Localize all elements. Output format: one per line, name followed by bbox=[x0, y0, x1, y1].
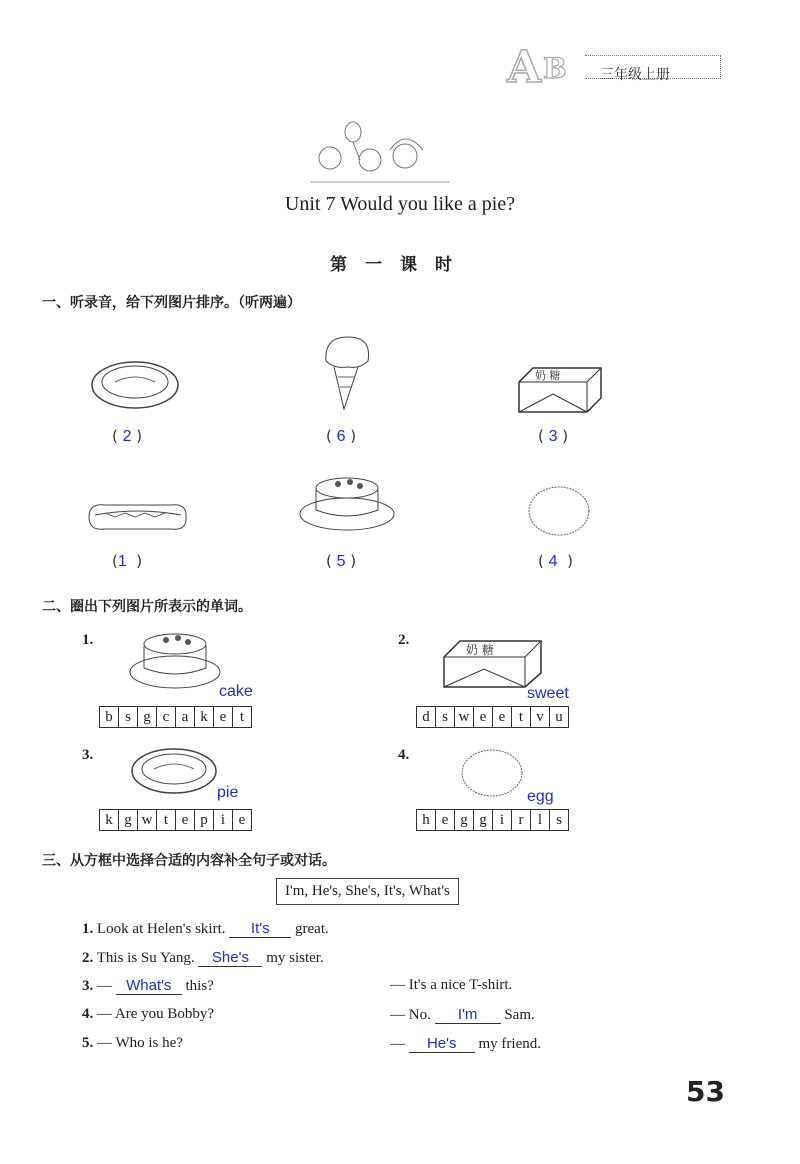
svg-text:A: A bbox=[507, 42, 542, 90]
reply-text: — No. bbox=[390, 1007, 431, 1023]
sentence-5 bbox=[82, 1035, 183, 1052]
circled-word: pie bbox=[217, 784, 239, 801]
egg-icon bbox=[460, 748, 524, 798]
sentence-4 bbox=[82, 1006, 214, 1023]
sentence-3 bbox=[82, 977, 214, 995]
letter-grid bbox=[99, 809, 252, 831]
item-number: 4. bbox=[82, 1006, 94, 1022]
letter-cell: w bbox=[455, 707, 474, 727]
letter-cell: k bbox=[100, 810, 119, 830]
answer-paren: (1 ) bbox=[112, 552, 143, 570]
answer-paren: ( 4 ) bbox=[538, 552, 573, 570]
answer-blank: It's bbox=[229, 920, 291, 938]
reply-5 bbox=[390, 1035, 541, 1053]
sentence-text: This is Su Yang. bbox=[96, 950, 195, 966]
letter-cell: i bbox=[493, 810, 512, 830]
svg-text:B: B bbox=[543, 52, 567, 85]
sentence-text: great. bbox=[295, 921, 329, 937]
hot-dog-icon bbox=[85, 497, 190, 537]
letter-cell: s bbox=[556, 812, 562, 828]
letter-cell: l bbox=[531, 810, 550, 830]
reply-text: Sam. bbox=[504, 1007, 535, 1023]
letter-cell: g bbox=[138, 707, 157, 727]
sentence-text: — Are you Bobby? bbox=[97, 1006, 215, 1022]
item-number: 2. bbox=[82, 950, 94, 966]
answer-paren: ( 5 ) bbox=[326, 552, 357, 570]
ice-cream-icon bbox=[320, 333, 375, 413]
answer-blank: She's bbox=[198, 949, 262, 967]
item-number: 1. bbox=[82, 921, 94, 937]
letter-cell: g bbox=[455, 810, 474, 830]
sentence-text: this? bbox=[185, 978, 214, 994]
pie-icon bbox=[130, 745, 218, 797]
item-number: 2. bbox=[398, 632, 410, 648]
order-answer: 3 bbox=[548, 428, 558, 445]
letter-cell: p bbox=[195, 810, 214, 830]
letter-cell: h bbox=[417, 810, 436, 830]
order-answer: 4 bbox=[548, 553, 558, 570]
letter-cell: g bbox=[119, 810, 138, 830]
answer-paren: ( 2 ) bbox=[112, 427, 143, 445]
letter-cell: e bbox=[474, 707, 493, 727]
letter-cell: t bbox=[157, 810, 176, 830]
answer-paren: ( 3 ) bbox=[538, 427, 569, 445]
word-options-box: I'm, He's, She's, It's, What's bbox=[276, 878, 459, 905]
letter-cell: e bbox=[238, 812, 246, 828]
letter-grid bbox=[416, 809, 569, 831]
reply-3: — It's a nice T-shirt. bbox=[390, 977, 513, 993]
grade-label: 三年级上册 bbox=[600, 67, 670, 83]
letter-cell: a bbox=[176, 707, 195, 727]
item-number: 1. bbox=[82, 632, 94, 648]
sweets-box-icon bbox=[440, 633, 545, 690]
letter-cell: w bbox=[138, 810, 157, 830]
letter-grid bbox=[99, 706, 252, 728]
unit-title: Unit 7 Would you like a pie? bbox=[284, 193, 516, 215]
sentence-2 bbox=[82, 949, 324, 967]
reply-text: my friend. bbox=[478, 1036, 541, 1052]
letter-cell: e bbox=[493, 707, 512, 727]
cake-icon bbox=[298, 470, 396, 532]
letter-cell: t bbox=[239, 709, 245, 725]
letter-cell: e bbox=[176, 810, 195, 830]
letter-cell: e bbox=[214, 707, 233, 727]
letter-cell: b bbox=[100, 707, 119, 727]
letter-cell: c bbox=[157, 707, 176, 727]
svg-text:奶 糖: 奶 糖 bbox=[535, 369, 561, 382]
reply-text: — bbox=[390, 1036, 405, 1052]
reply-4 bbox=[390, 1006, 535, 1024]
sweets-box-icon bbox=[515, 360, 605, 415]
order-answer: 1 bbox=[117, 553, 127, 570]
letter-cell: s bbox=[436, 707, 455, 727]
letter-cell: e bbox=[436, 810, 455, 830]
sentence-text: Look at Helen's skirt. bbox=[97, 921, 226, 937]
letter-cell: g bbox=[474, 810, 493, 830]
sentence-text: my sister. bbox=[266, 950, 324, 966]
circled-word: cake bbox=[219, 683, 253, 700]
lesson-title: 第一课时 bbox=[330, 255, 470, 275]
section3-heading: 三、从方框中选择合适的内容补全句子或对话。 bbox=[42, 853, 336, 869]
answer-blank: He's bbox=[409, 1035, 475, 1053]
children-balloon-icon bbox=[305, 120, 455, 190]
item-number: 5. bbox=[82, 1035, 94, 1051]
answer-blank: What's bbox=[116, 977, 182, 995]
pie-icon bbox=[90, 357, 180, 412]
item-number: 3. bbox=[82, 747, 94, 763]
letter-cell: d bbox=[417, 707, 436, 727]
order-answer: 6 bbox=[336, 428, 346, 445]
circled-word: egg bbox=[527, 788, 554, 805]
svg-text:奶 糖: 奶 糖 bbox=[466, 643, 494, 657]
egg-icon bbox=[527, 485, 592, 537]
letter-cell: k bbox=[195, 707, 214, 727]
section1-heading: 一、听录音，给下列图片排序。（听两遍） bbox=[42, 295, 301, 311]
order-answer: 2 bbox=[122, 428, 132, 445]
letter-cell: r bbox=[512, 810, 531, 830]
page-number: 53 bbox=[686, 1075, 725, 1108]
answer-paren: ( 6 ) bbox=[326, 427, 357, 445]
sentence-text: — Who is he? bbox=[97, 1035, 183, 1051]
letter-cell: u bbox=[555, 709, 563, 725]
letter-cell: s bbox=[119, 707, 138, 727]
item-number: 3. bbox=[82, 978, 94, 994]
cake-icon bbox=[128, 628, 223, 690]
section2-heading: 二、圈出下列图片所表示的单词。 bbox=[42, 599, 252, 615]
answer-blank: I'm bbox=[435, 1006, 501, 1024]
sentence-1 bbox=[82, 920, 329, 938]
ab-logo-icon bbox=[505, 40, 585, 90]
item-number: 4. bbox=[398, 747, 410, 763]
letter-grid bbox=[416, 706, 569, 728]
order-answer: 5 bbox=[336, 553, 346, 570]
letter-cell: v bbox=[531, 707, 550, 727]
letter-cell: i bbox=[214, 810, 233, 830]
letter-cell: t bbox=[512, 707, 531, 727]
circled-word: sweet bbox=[527, 685, 569, 702]
sentence-text: — bbox=[97, 978, 112, 994]
